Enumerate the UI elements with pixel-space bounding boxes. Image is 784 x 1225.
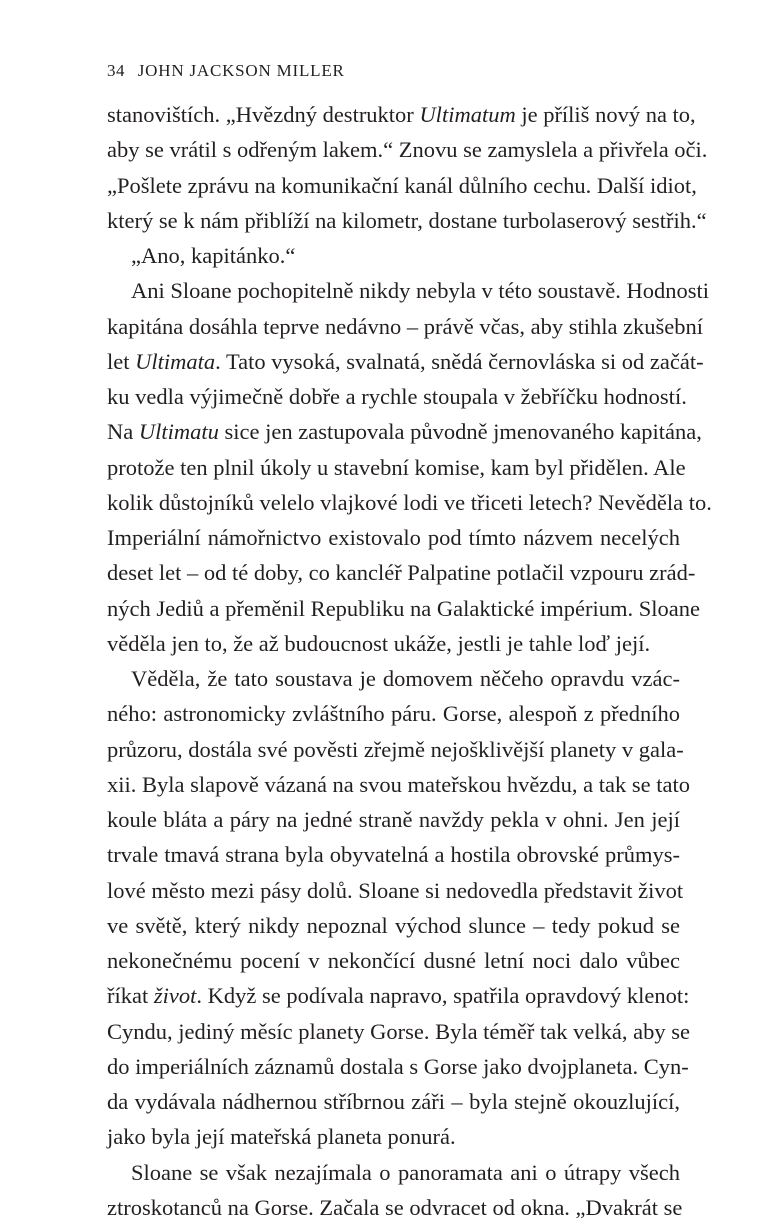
text-line bbox=[107, 943, 680, 978]
text-segment: Ani Sloane pochopitelně nikdy nebyla v této soustavě. Hodnosti bbox=[131, 278, 710, 304]
text-segment: let bbox=[107, 348, 136, 374]
text-segment: Sloane se však nezajímala o panoramata ani o útrapy všech bbox=[131, 1159, 680, 1185]
text-line bbox=[107, 1049, 689, 1084]
text-segment: říkat bbox=[107, 983, 154, 1009]
text-line bbox=[107, 837, 680, 872]
text-segment: ztroskotanců na Gorse. Začala se odvracet od okna. „Dvakrát se bbox=[107, 1194, 683, 1220]
text-line bbox=[107, 309, 704, 344]
text-segment: jako byla její mateřská planeta ponurá. bbox=[107, 1124, 456, 1150]
text-segment: sice jen zastupovala původně jmenovaného kapitána, bbox=[218, 419, 702, 445]
text-line bbox=[107, 1084, 680, 1119]
text-segment: Cyndu, jediný měsíc planety Gorse. Byla téměř tak velká, aby se bbox=[107, 1018, 690, 1044]
text-segment: Imperiální námořnictvo existovalo pod tímto názvem necelých bbox=[107, 525, 680, 550]
text-line bbox=[107, 767, 690, 802]
text-line bbox=[107, 238, 680, 273]
text-segment: nekonečnému pocení v nekončící dusné letní noci dalo vůbec bbox=[107, 948, 680, 973]
text-segment: ve světě, který nikdy nepoznal východ slunce – tedy pokud se bbox=[107, 912, 680, 938]
text-line bbox=[107, 414, 702, 449]
text-line bbox=[107, 661, 680, 696]
text-line bbox=[107, 520, 680, 555]
text-line bbox=[107, 379, 687, 414]
text-line bbox=[107, 168, 697, 203]
text-segment: ného: astronomicky zvláštního páru. Gorse, alespoň z předního bbox=[107, 701, 680, 727]
text-segment: kolik důstojníků velelo vlajkové lodi ve třiceti letech? Nevěděla to. bbox=[107, 489, 712, 515]
text-segment: lové město mezi pásy dolů. Sloane si nedovedla představit život bbox=[107, 877, 684, 903]
text-segment: . Tato vysoká, svalnatá, snědá černovláska si od začát- bbox=[215, 348, 704, 374]
text-segment: „Ano, kapitánko.“ bbox=[131, 243, 296, 268]
text-line bbox=[107, 273, 710, 308]
text-segment: deset let – od té doby, co kancléř Palpatine potlačil vzpouru zrád- bbox=[107, 560, 696, 586]
text-line bbox=[107, 132, 708, 167]
text-segment: do imperiálních záznamů dostala s Gorse jako dvojplaneta. Cyn- bbox=[107, 1053, 689, 1079]
text-line bbox=[107, 555, 696, 590]
text-segment: aby se vrátil s odřeným lakem.“ Znovu se zamyslela a přivřela oči. bbox=[107, 137, 708, 163]
text-segment: Věděla, že tato soustava je domovem něčeho opravdu vzác- bbox=[131, 666, 680, 691]
text-line bbox=[107, 450, 686, 485]
text-segment: ných Jediů a přeměnil Republiku na Galaktické impérium. Sloane bbox=[107, 595, 700, 621]
running-head bbox=[107, 60, 345, 82]
text-segment: „Pošlete zprávu na komunikační kanál důlního cechu. Další idiot, bbox=[107, 172, 697, 198]
running-head-author: JOHN JACKSON MILLER bbox=[137, 61, 345, 80]
text-line bbox=[107, 1119, 680, 1154]
text-segment: xii. Byla slapově vázaná na svou mateřskou hvězdu, a tak se tato bbox=[107, 771, 690, 797]
text-segment: protože ten plnil úkoly u stavební komise, kam byl přidělen. Ale bbox=[107, 454, 686, 480]
body-text bbox=[107, 97, 712, 1225]
text-segment: je příliš nový na to, bbox=[515, 102, 696, 127]
text-segment: kapitána dosáhla teprve nedávno – právě včas, aby stihla zkušební bbox=[107, 313, 704, 339]
text-segment: ku vedla výjimečně dobře a rychle stoupala v žebříčku hodností. bbox=[107, 384, 687, 409]
text-line bbox=[107, 626, 680, 661]
text-line bbox=[107, 1190, 683, 1225]
text-line bbox=[107, 802, 680, 837]
text-line bbox=[107, 344, 704, 379]
italic-text: Ultimatu bbox=[138, 419, 219, 445]
text-segment: Na bbox=[107, 419, 139, 445]
text-segment: da vydávala nádhernou stříbrnou záři – byla stejně okouzlující, bbox=[107, 1089, 680, 1114]
text-line bbox=[107, 485, 712, 520]
text-line bbox=[107, 203, 707, 238]
text-segment: průzoru, dostála své pověsti zřejmě nejošklivější planety v gala- bbox=[107, 736, 684, 762]
text-line bbox=[107, 873, 684, 908]
text-segment: trvale tmavá strana byla obyvatelná a hostila obrovské průmys- bbox=[107, 842, 680, 868]
text-segment: koule bláta a páry na jedné straně navždy pekla v ohni. Jen její bbox=[107, 807, 680, 832]
italic-text: Ultimatum bbox=[419, 102, 516, 127]
text-line bbox=[107, 591, 700, 626]
page-number: 34 bbox=[107, 61, 125, 80]
text-line bbox=[107, 696, 680, 731]
text-segment: . Když se podívala napravo, spatřila opravdový klenot: bbox=[196, 983, 690, 1009]
text-line bbox=[107, 1155, 680, 1190]
text-line bbox=[107, 732, 684, 767]
text-segment: věděla jen to, že až budoucnost ukáže, jestli je tahle loď její. bbox=[107, 630, 651, 656]
text-line bbox=[107, 908, 680, 943]
text-segment: který se k nám přiblíží na kilometr, dostane turbolaserový sestřih.“ bbox=[107, 207, 707, 233]
text-segment: stanovištích. „Hvězdný destruktor bbox=[107, 102, 420, 127]
text-line bbox=[107, 1014, 690, 1049]
italic-text: život bbox=[153, 983, 197, 1009]
italic-text: Ultimata bbox=[135, 348, 216, 374]
text-line bbox=[107, 97, 696, 132]
text-line bbox=[107, 978, 690, 1013]
